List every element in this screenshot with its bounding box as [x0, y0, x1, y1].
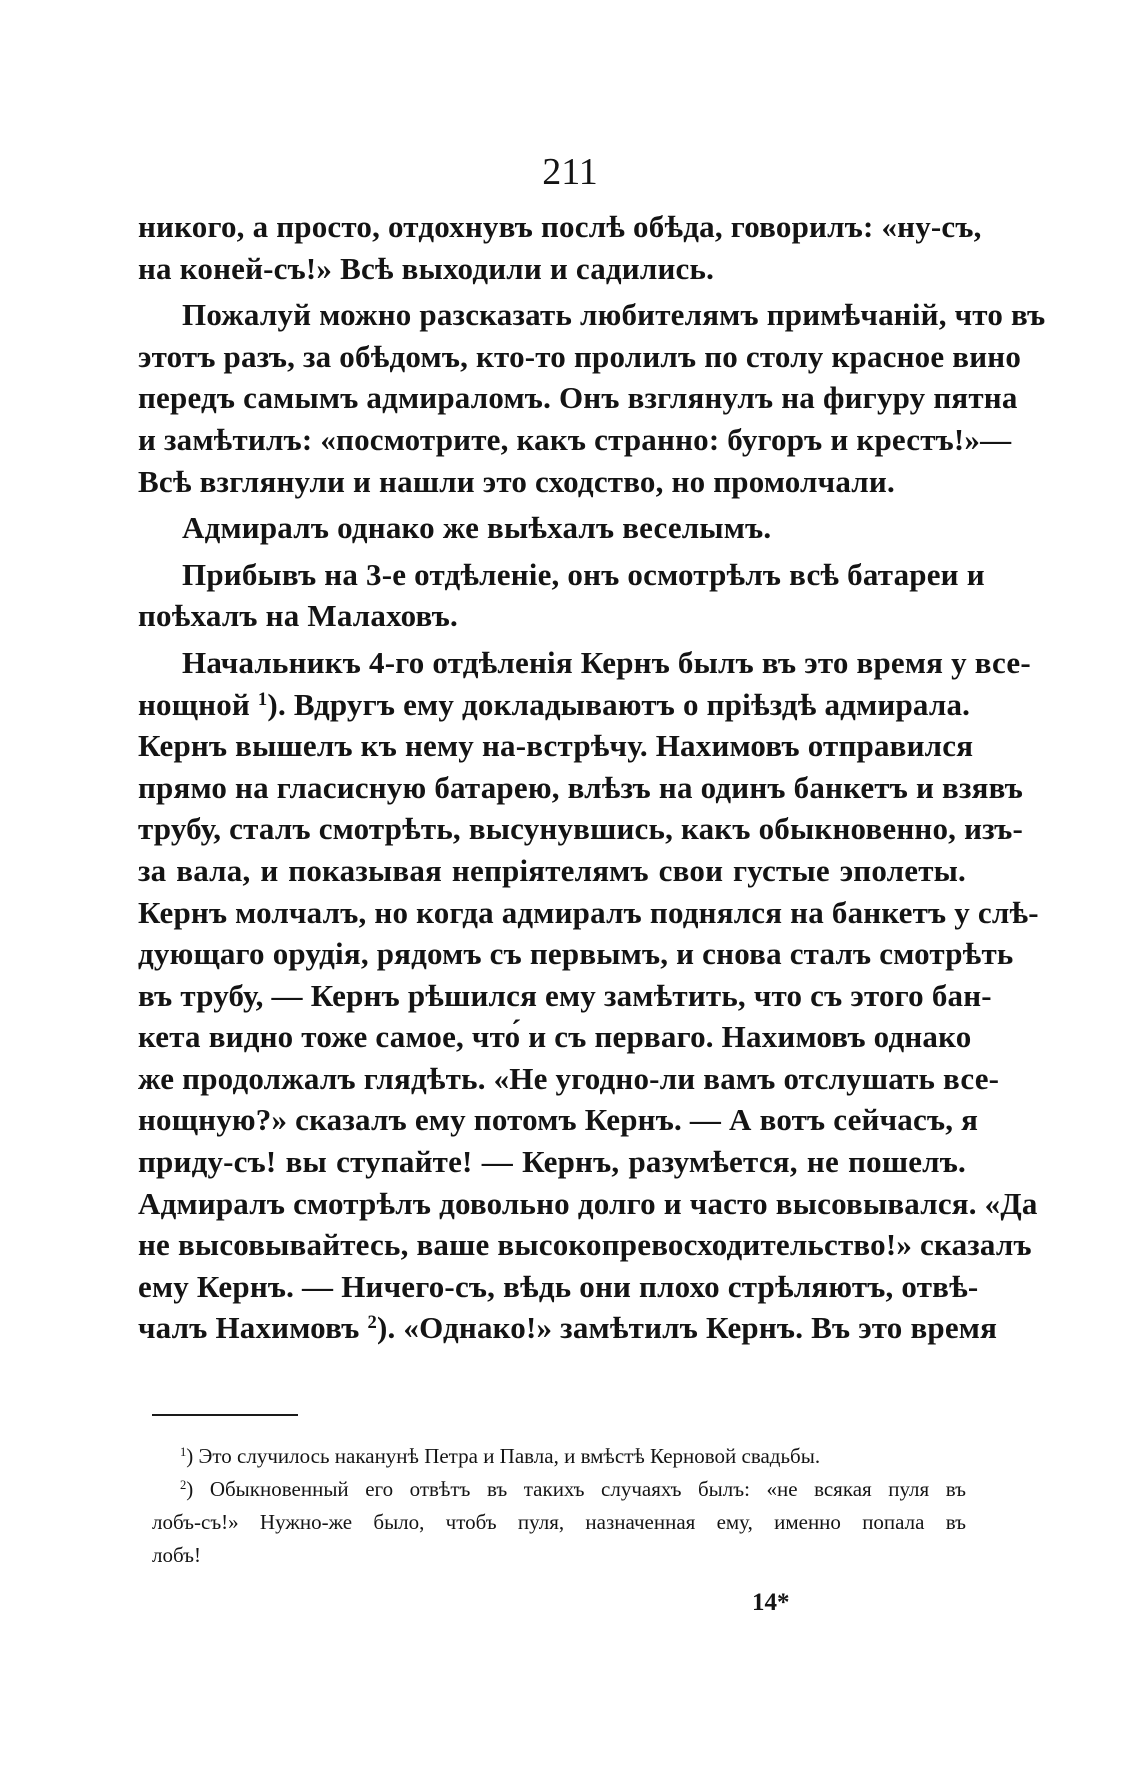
text-line: Кернъ вышелъ къ нему на-встрѣчу. Нахимовъ отправился [138, 728, 974, 764]
footnote-line [152, 1440, 966, 1473]
text-line: приду-съ! вы ступайте! — Кернъ, разумѣется, не пошелъ. [138, 1144, 966, 1180]
text-line: на коней-съ!» Всѣ выходили и садились. [138, 250, 715, 286]
text-line: за вала, и показывая непріятелямъ свои густые эполеты. [138, 852, 966, 888]
text-line [138, 1307, 998, 1349]
text-line: дующаго орудія, рядомъ съ первымъ, и снова сталъ смотрѣть [138, 936, 1014, 972]
signature-mark: 14* [752, 1589, 790, 1616]
text-line: же продолжалъ глядѣть. «Не угодно-ли вамъ отслушать все- [138, 1060, 1000, 1096]
footnotes [152, 1440, 966, 1572]
footnote-ref: 1 [257, 688, 268, 710]
text-line: Прибывъ на 3-е отдѣленіе, онъ осмотрѣлъ всѣ батареи и [182, 556, 985, 592]
text-line: никого, а просто, отдохнувъ послѣ обѣда, говорилъ: «ну-съ, [138, 209, 982, 244]
text-line: передъ самымъ адмираломъ. Онъ взглянулъ на фигуру пятна [138, 380, 1018, 416]
text-line: не высовывайтесь, ваше высокопревосходительство!» сказалъ [138, 1227, 1032, 1263]
text-line: Адмиралъ смотрѣлъ довольно долго и часто высовывался. «Да [138, 1185, 1038, 1221]
text-line: Всѣ взглянули и нашли это сходство, но промолчали. [138, 463, 895, 499]
footnote-ref: 2 [367, 1312, 377, 1334]
text-fragment: нощной [138, 686, 250, 722]
text-line: этотъ разъ, за обѣдомъ, кто-то пролилъ по столу красное вино [138, 338, 1022, 374]
footnote-line: лобъ-съ!» Нужно-же было, чтобъ пуля, назначенная ему, именно попала въ [152, 1510, 966, 1534]
text-line: трубу, сталъ смотрѣть, высунувшись, какъ обыкновенно, изъ- [138, 811, 1024, 847]
text-line: въ трубу, — Кернъ рѣшился ему замѣтить, что съ этого бан- [138, 977, 992, 1013]
text-line [138, 684, 971, 726]
text-line: прямо на гласисную батарею, влѣзъ на одинъ банкетъ и взявъ [138, 769, 1024, 805]
footnote-line: лобъ! [152, 1543, 201, 1567]
text-line: Адмиралъ однако же выѣхалъ веселымъ. [182, 510, 772, 546]
text-line: Кернъ молчалъ, но когда адмиралъ поднялся на банкетъ у слѣ- [138, 894, 1039, 930]
footnote-mark: 1 [180, 1445, 187, 1460]
text-line: нощную?» сказалъ ему потомъ Кернъ. — А вотъ сейчасъ, я [138, 1102, 979, 1138]
text-line: и замѣтилъ: «посмотрите, какъ странно: бугоръ и крестъ!»— [138, 421, 1012, 457]
text-line: ему Кернъ. — Ничего-съ, вѣдь они плохо стрѣляютъ, отвѣ- [138, 1268, 979, 1304]
footnote-text: ) Обыкновенный его отвѣтъ въ такихъ случаяхъ былъ: «не всякая пуля въ [186, 1477, 966, 1501]
footnote-text: ) Это случилось наканунѣ Петра и Павла, и вмѣстѣ Керновой свадьбы. [186, 1444, 821, 1468]
text-fragment: чалъ Нахимовъ [138, 1310, 360, 1346]
text-line: Начальникъ 4-го отдѣленія Кернъ былъ въ это время у все- [182, 644, 1031, 680]
footnote-divider [152, 1414, 298, 1416]
text-fragment: ). Вдругъ ему докладываютъ о пріѣздѣ адмирала. [267, 686, 971, 722]
main-text [138, 206, 1046, 1349]
footnote-mark: 2 [180, 1478, 187, 1493]
text-line: Пожалуй можно разсказать любителямъ примѣчаній, что въ [182, 297, 1046, 333]
footnote-line [152, 1473, 966, 1506]
text-fragment: ). «Однако!» замѣтилъ Кернъ. Въ это время [376, 1310, 998, 1346]
page-number: 211 [542, 151, 598, 193]
text-line: поѣхалъ на Малаховъ. [138, 598, 458, 634]
text-line: кета видно тоже самое, что́ и съ перваго. Нахимовъ однако [138, 1019, 972, 1055]
